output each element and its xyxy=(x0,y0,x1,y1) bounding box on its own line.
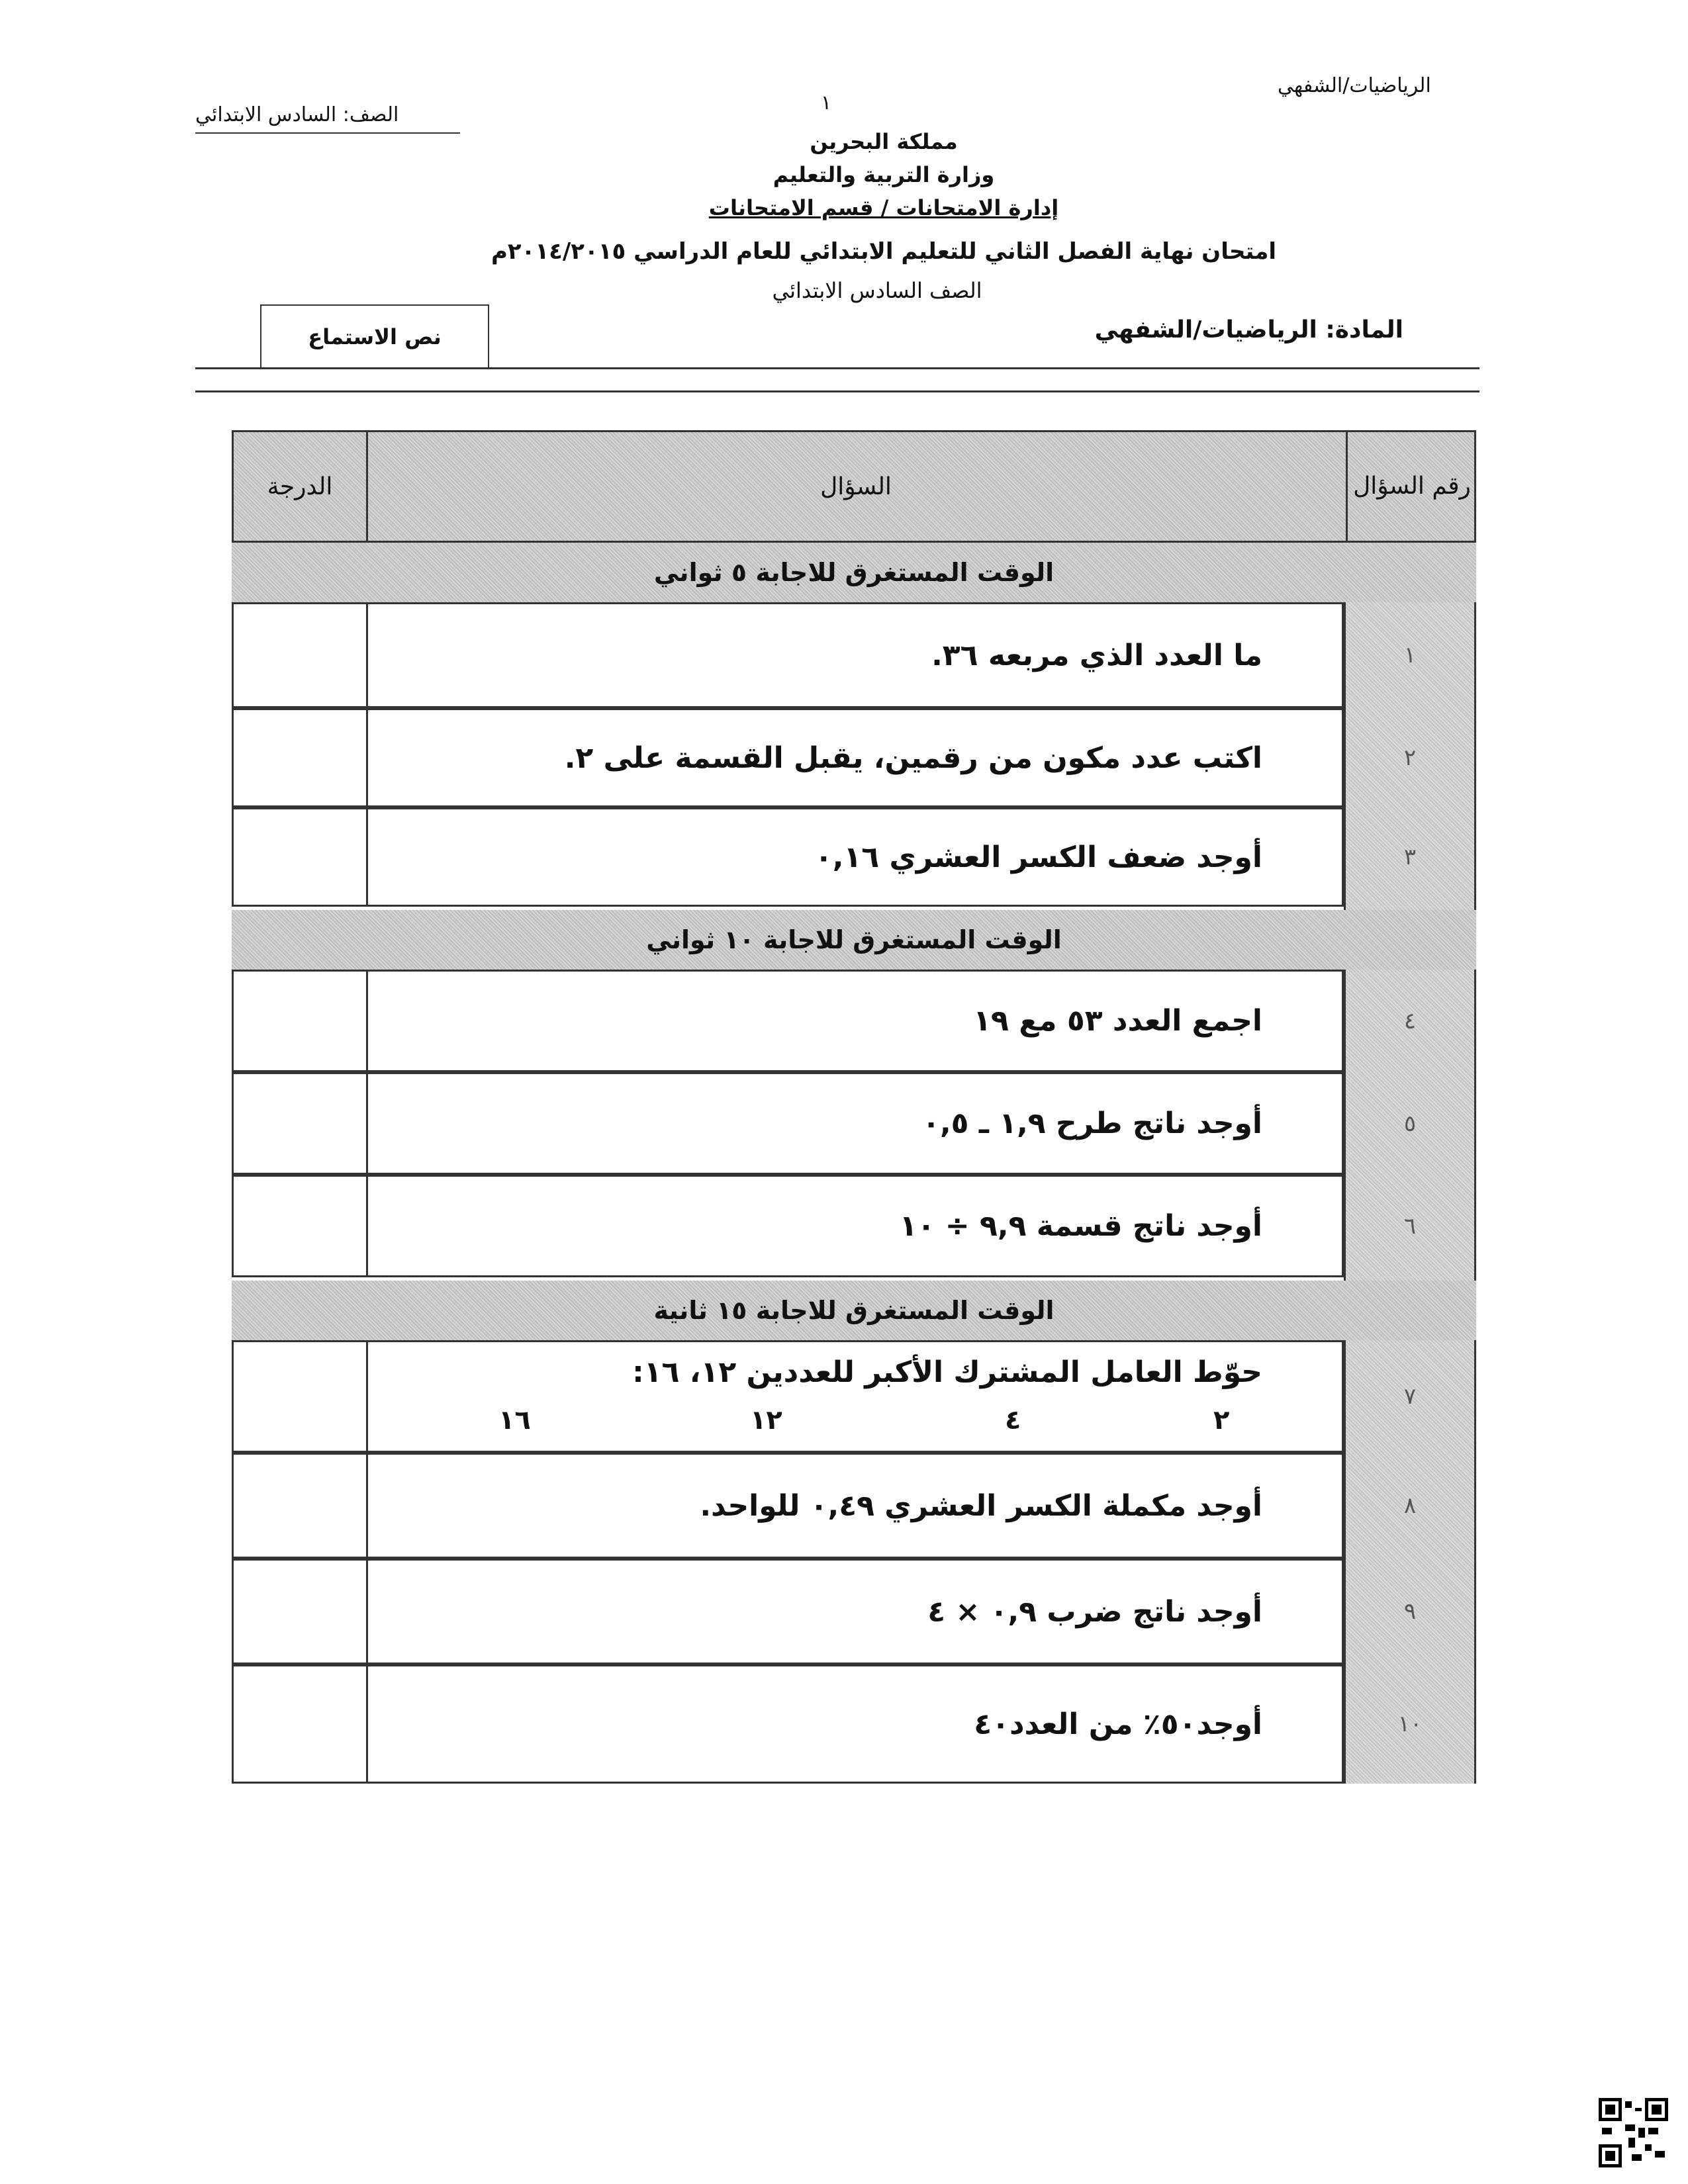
question-number: ٥ xyxy=(1403,1110,1417,1137)
question-column-header: السؤال xyxy=(820,473,892,500)
question-text: أوجد٥٠٪ من العدد٤٠ xyxy=(974,1707,1262,1741)
section-time-band: الوقت المستغرق للاجابة ١٠ ثواني xyxy=(232,910,1476,970)
page-number: ١ xyxy=(821,91,832,114)
ministry-name: وزارة التربية والتعليم xyxy=(773,162,995,187)
question-row xyxy=(232,1453,1344,1559)
grade-cell[interactable] xyxy=(234,1561,368,1662)
grade-cell[interactable] xyxy=(234,710,368,805)
department-name: إدارة الامتحانات / قسم الامتحانات xyxy=(708,195,1059,220)
question-number: ٣ xyxy=(1403,844,1417,870)
question-number: ١٠ xyxy=(1397,1711,1423,1737)
option-4[interactable]: ١٦ xyxy=(498,1405,531,1435)
question-row xyxy=(232,1340,1344,1453)
grade-cell[interactable] xyxy=(234,972,368,1070)
question-text: ما العدد الذي مربعه ٣٦. xyxy=(931,638,1262,672)
grade-cell[interactable] xyxy=(234,809,368,905)
number-column-header: رقم السؤال xyxy=(1353,473,1471,500)
section-time-band: الوقت المستغرق للاجابة ٥ ثواني xyxy=(232,543,1476,602)
question-row xyxy=(232,1175,1344,1277)
grade-cell[interactable] xyxy=(234,604,368,706)
grade-column-header: الدرجة xyxy=(267,473,333,500)
listening-text-box: نص الاستماع xyxy=(260,304,489,369)
question-row xyxy=(232,1559,1344,1664)
question-text: اجمع العدد ٥٣ مع ١٩ xyxy=(973,1004,1262,1038)
header-rule xyxy=(195,367,1479,369)
running-header-grade: الصف: السادس الابتدائي xyxy=(195,103,399,126)
question-text: حوّط العامل المشترك الأكبر للعددين ١٢، ١٦: xyxy=(632,1355,1262,1389)
question-text: اكتب عدد مكون من رقمين، يقبل القسمة على ٢. xyxy=(564,741,1262,775)
qr-code-icon xyxy=(1599,2098,1668,2167)
question-text: أوجد ضعف الكسر العشري ٠,١٦ xyxy=(814,840,1262,874)
question-number: ٧ xyxy=(1403,1383,1417,1410)
question-text: أوجد ناتج طرح ١,٩ ـ ٠,٥ xyxy=(922,1107,1262,1140)
grade-cell[interactable] xyxy=(234,1177,368,1275)
exam-title: امتحان نهاية الفصل الثاني للتعليم الابتدائي للعام الدراسي ٢٠١٤/٢٠١٥م xyxy=(491,238,1277,265)
question-row xyxy=(232,1664,1344,1784)
subject-line: المادة: الرياضيات/الشفهي xyxy=(1094,316,1403,343)
question-text: أوجد ناتج ضرب ٠,٩ × ٤ xyxy=(927,1594,1262,1629)
grade-cell[interactable] xyxy=(234,1455,368,1557)
running-header-subject: الرياضيات/الشفهي xyxy=(1278,74,1431,97)
question-number: ٨ xyxy=(1403,1492,1417,1519)
question-row xyxy=(232,708,1344,807)
question-number: ٤ xyxy=(1403,1007,1417,1034)
kingdom-name: مملكة البحرين xyxy=(810,129,958,154)
question-row xyxy=(232,1072,1344,1175)
section-time-band: الوقت المستغرق للاجابة ١٥ ثانية xyxy=(232,1281,1476,1340)
question-number: ١ xyxy=(1403,642,1417,668)
question-number: ٩ xyxy=(1403,1598,1417,1625)
option-1[interactable]: ٢ xyxy=(1213,1405,1230,1435)
question-text: أوجد ناتج قسمة ٩,٩ ÷ ١٠ xyxy=(899,1209,1262,1243)
header-rule-2 xyxy=(195,390,1479,392)
grade-cell[interactable] xyxy=(234,1666,368,1782)
question-table xyxy=(232,430,1476,1784)
grade-cell[interactable] xyxy=(234,1074,368,1173)
question-number: ٦ xyxy=(1403,1212,1417,1240)
class-label: الصف السادس الابتدائي xyxy=(772,278,982,303)
question-row xyxy=(232,602,1344,708)
grade-cell[interactable] xyxy=(234,1342,368,1451)
question-number: ٢ xyxy=(1403,745,1417,771)
option-2[interactable]: ٤ xyxy=(1005,1405,1021,1435)
option-3[interactable]: ١٢ xyxy=(750,1405,782,1435)
question-text: أوجد مكملة الكسر العشري ٠,٤٩ للواحد. xyxy=(700,1488,1262,1523)
question-row xyxy=(232,807,1344,907)
table-header-row xyxy=(232,430,1476,543)
question-row xyxy=(232,970,1344,1072)
